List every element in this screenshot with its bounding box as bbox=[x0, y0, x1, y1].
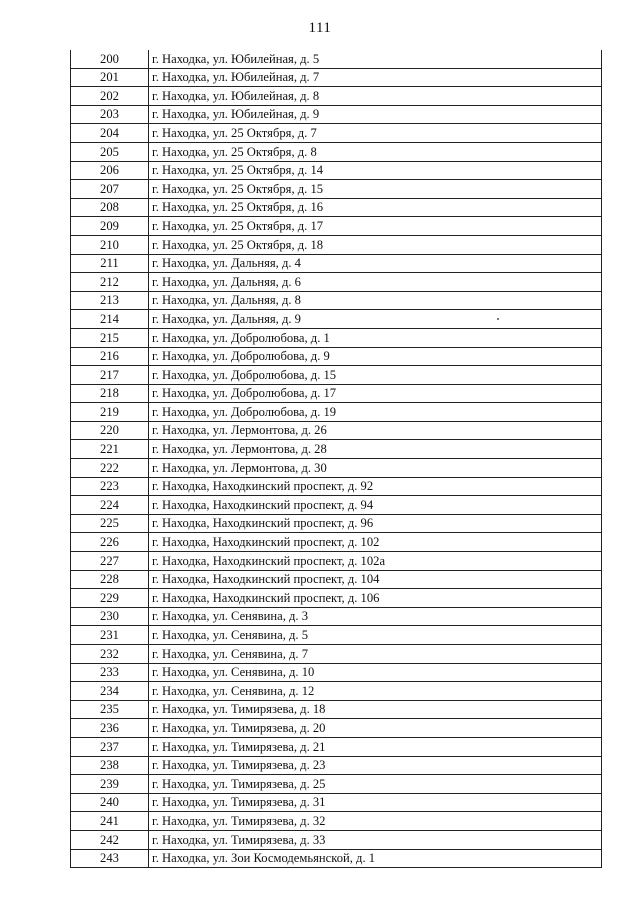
address-cell: г. Находка, ул. Юбилейная, д. 5 bbox=[149, 50, 602, 68]
row-number: 204 bbox=[71, 124, 149, 143]
row-number: 226 bbox=[71, 533, 149, 552]
address-cell: г. Находка, ул. 25 Октября, д. 16 bbox=[149, 198, 602, 217]
table-row bbox=[71, 756, 602, 775]
address-cell: г. Находка, ул. Сенявина, д. 12 bbox=[149, 682, 602, 701]
address-cell: г. Находка, ул. Дальняя, д. 4 bbox=[149, 254, 602, 273]
row-number: 217 bbox=[71, 366, 149, 385]
table-row bbox=[71, 310, 602, 329]
address-cell: г. Находка, Находкинский проспект, д. 104 bbox=[149, 570, 602, 589]
table-row bbox=[71, 366, 602, 385]
row-number: 240 bbox=[71, 793, 149, 812]
address-cell: г. Находка, ул. Лермонтова, д. 30 bbox=[149, 459, 602, 478]
address-cell: г. Находка, ул. Лермонтова, д. 26 bbox=[149, 421, 602, 440]
row-number: 227 bbox=[71, 552, 149, 571]
address-cell: г. Находка, ул. Тимирязева, д. 33 bbox=[149, 830, 602, 849]
table-row bbox=[71, 142, 602, 161]
row-number: 237 bbox=[71, 737, 149, 756]
table-row bbox=[71, 347, 602, 366]
address-cell: г. Находка, ул. 25 Октября, д. 8 bbox=[149, 142, 602, 161]
address-cell: г. Находка, ул. Сенявина, д. 7 bbox=[149, 645, 602, 664]
table-row bbox=[71, 737, 602, 756]
row-number: 222 bbox=[71, 459, 149, 478]
row-number: 239 bbox=[71, 775, 149, 794]
row-number: 209 bbox=[71, 217, 149, 236]
row-number: 242 bbox=[71, 830, 149, 849]
table-row bbox=[71, 235, 602, 254]
table-row bbox=[71, 626, 602, 645]
address-cell: г. Находка, ул. Добролюбова, д. 15 bbox=[149, 366, 602, 385]
table-row bbox=[71, 87, 602, 106]
table-row bbox=[71, 496, 602, 515]
address-cell: г. Находка, Находкинский проспект, д. 102 bbox=[149, 533, 602, 552]
table-row bbox=[71, 198, 602, 217]
address-cell: г. Находка, ул. Добролюбова, д. 1 bbox=[149, 328, 602, 347]
table-row bbox=[71, 663, 602, 682]
address-cell: г. Находка, ул. 25 Октября, д. 15 bbox=[149, 180, 602, 199]
row-number: 203 bbox=[71, 105, 149, 124]
table-row bbox=[71, 719, 602, 738]
row-number: 243 bbox=[71, 849, 149, 868]
address-cell: г. Находка, Находкинский проспект, д. 106 bbox=[149, 589, 602, 608]
address-table bbox=[70, 50, 602, 868]
table-row bbox=[71, 273, 602, 292]
address-cell: г. Находка, ул. Тимирязева, д. 23 bbox=[149, 756, 602, 775]
table-row bbox=[71, 328, 602, 347]
table-row bbox=[71, 217, 602, 236]
row-number: 212 bbox=[71, 273, 149, 292]
table-row bbox=[71, 552, 602, 571]
address-cell: г. Находка, ул. Дальняя, д. 8 bbox=[149, 291, 602, 310]
table-row bbox=[71, 775, 602, 794]
row-number: 214 bbox=[71, 310, 149, 329]
table-row bbox=[71, 830, 602, 849]
row-number: 218 bbox=[71, 384, 149, 403]
row-number: 207 bbox=[71, 180, 149, 199]
row-number: 225 bbox=[71, 514, 149, 533]
scan-speck bbox=[497, 318, 499, 320]
table-row bbox=[71, 607, 602, 626]
row-number: 228 bbox=[71, 570, 149, 589]
row-number: 223 bbox=[71, 477, 149, 496]
address-cell: г. Находка, ул. Тимирязева, д. 32 bbox=[149, 812, 602, 831]
address-cell: г. Находка, Находкинский проспект, д. 96 bbox=[149, 514, 602, 533]
table-row bbox=[71, 254, 602, 273]
address-cell: г. Находка, ул. Добролюбова, д. 19 bbox=[149, 403, 602, 422]
row-number: 224 bbox=[71, 496, 149, 515]
address-cell: г. Находка, ул. Юбилейная, д. 7 bbox=[149, 68, 602, 87]
row-number: 210 bbox=[71, 235, 149, 254]
address-cell: г. Находка, ул. 25 Октября, д. 18 bbox=[149, 235, 602, 254]
table-row bbox=[71, 514, 602, 533]
table-body bbox=[71, 50, 602, 868]
row-number: 211 bbox=[71, 254, 149, 273]
address-cell: г. Находка, ул. Добролюбова, д. 9 bbox=[149, 347, 602, 366]
table-row bbox=[71, 477, 602, 496]
row-number: 206 bbox=[71, 161, 149, 180]
table-row bbox=[71, 570, 602, 589]
row-number: 230 bbox=[71, 607, 149, 626]
row-number: 205 bbox=[71, 142, 149, 161]
table-row bbox=[71, 849, 602, 868]
table-row bbox=[71, 68, 602, 87]
table-row bbox=[71, 180, 602, 199]
row-number: 238 bbox=[71, 756, 149, 775]
row-number: 220 bbox=[71, 421, 149, 440]
address-cell: г. Находка, ул. 25 Октября, д. 14 bbox=[149, 161, 602, 180]
address-cell: г. Находка, Находкинский проспект, д. 92 bbox=[149, 477, 602, 496]
table-row bbox=[71, 421, 602, 440]
row-number: 234 bbox=[71, 682, 149, 701]
table-row bbox=[71, 124, 602, 143]
row-number: 241 bbox=[71, 812, 149, 831]
table-row bbox=[71, 812, 602, 831]
address-cell: г. Находка, ул. Сенявина, д. 5 bbox=[149, 626, 602, 645]
address-cell: г. Находка, ул. Юбилейная, д. 8 bbox=[149, 87, 602, 106]
address-cell: г. Находка, ул. Дальняя, д. 6 bbox=[149, 273, 602, 292]
row-number: 229 bbox=[71, 589, 149, 608]
row-number: 216 bbox=[71, 347, 149, 366]
table-row bbox=[71, 793, 602, 812]
row-number: 232 bbox=[71, 645, 149, 664]
address-cell: г. Находка, ул. Тимирязева, д. 18 bbox=[149, 700, 602, 719]
table-row bbox=[71, 50, 602, 68]
table-row bbox=[71, 384, 602, 403]
table-row bbox=[71, 700, 602, 719]
address-cell: г. Находка, ул. Юбилейная, д. 9 bbox=[149, 105, 602, 124]
table-row bbox=[71, 459, 602, 478]
address-cell: г. Находка, Находкинский проспект, д. 102а bbox=[149, 552, 602, 571]
table-row bbox=[71, 533, 602, 552]
table-row bbox=[71, 682, 602, 701]
table-row bbox=[71, 291, 602, 310]
row-number: 231 bbox=[71, 626, 149, 645]
address-cell: г. Находка, ул. Тимирязева, д. 20 bbox=[149, 719, 602, 738]
address-cell: г. Находка, ул. Лермонтова, д. 28 bbox=[149, 440, 602, 459]
table-row bbox=[71, 645, 602, 664]
address-cell: г. Находка, ул. Добролюбова, д. 17 bbox=[149, 384, 602, 403]
address-cell: г. Находка, Находкинский проспект, д. 94 bbox=[149, 496, 602, 515]
row-number: 213 bbox=[71, 291, 149, 310]
row-number: 221 bbox=[71, 440, 149, 459]
page-number: 111 bbox=[308, 20, 332, 36]
table-row bbox=[71, 440, 602, 459]
table-row bbox=[71, 589, 602, 608]
address-cell: г. Находка, ул. Тимирязева, д. 31 bbox=[149, 793, 602, 812]
row-number: 215 bbox=[71, 328, 149, 347]
row-number: 202 bbox=[71, 87, 149, 106]
address-cell: г. Находка, ул. Тимирязева, д. 25 bbox=[149, 775, 602, 794]
address-cell: г. Находка, ул. Зои Космодемьянской, д. 1 bbox=[149, 849, 602, 868]
address-cell: г. Находка, ул. 25 Октября, д. 17 bbox=[149, 217, 602, 236]
row-number: 200 bbox=[71, 50, 149, 68]
table-row bbox=[71, 105, 602, 124]
address-cell: г. Находка, ул. Дальняя, д. 9 bbox=[149, 310, 602, 329]
address-cell: г. Находка, ул. 25 Октября, д. 7 bbox=[149, 124, 602, 143]
row-number: 233 bbox=[71, 663, 149, 682]
row-number: 208 bbox=[71, 198, 149, 217]
address-cell: г. Находка, ул. Сенявина, д. 3 bbox=[149, 607, 602, 626]
address-cell: г. Находка, ул. Тимирязева, д. 21 bbox=[149, 737, 602, 756]
table-row bbox=[71, 403, 602, 422]
table-row bbox=[71, 161, 602, 180]
row-number: 236 bbox=[71, 719, 149, 738]
row-number: 201 bbox=[71, 68, 149, 87]
row-number: 219 bbox=[71, 403, 149, 422]
address-cell: г. Находка, ул. Сенявина, д. 10 bbox=[149, 663, 602, 682]
row-number: 235 bbox=[71, 700, 149, 719]
